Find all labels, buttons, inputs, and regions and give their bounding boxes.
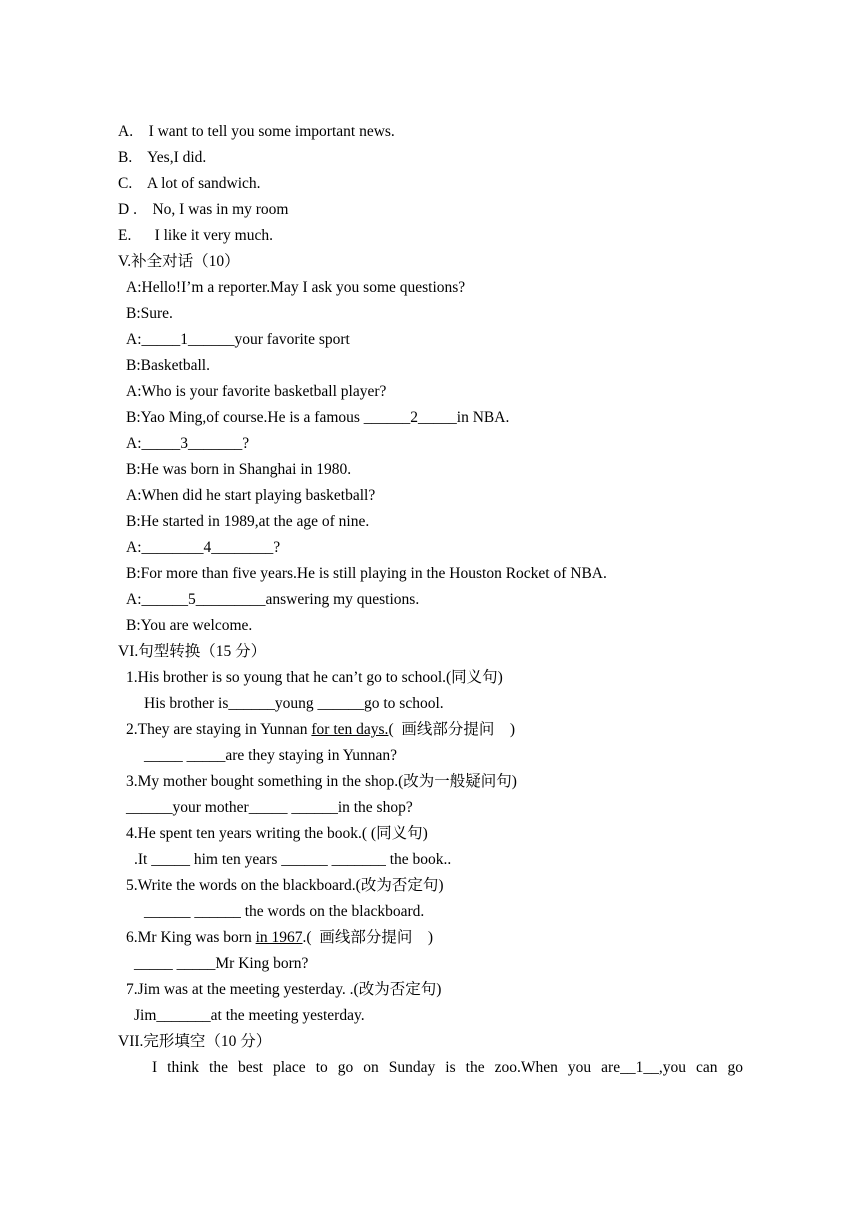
question-6 — [0, 925, 860, 951]
question-3: 3.My mother bought something in the shop.(改为一般疑问句) — [126, 773, 517, 790]
dialogue-line-10: B:He started in 1989,at the age of nine. — [126, 513, 370, 530]
question-4: 4.He spent ten years writing the book.( (同义句) — [126, 825, 428, 842]
question-6-underlined: in 1967 — [255, 929, 303, 946]
section-6-heading: VI.句型转换（15 分） — [118, 643, 267, 660]
question-2 — [0, 717, 860, 743]
question-7: 7.Jim was at the meeting yesterday. .(改为否定句) — [126, 981, 442, 998]
dialogue-line-4: B:Basketball. — [126, 357, 210, 374]
dialogue-line-13: A:______5_________answering my questions. — [126, 591, 420, 608]
answer-3: ______your mother_____ ______in the shop? — [126, 799, 413, 816]
option-c: C. A lot of sandwich. — [118, 175, 261, 192]
question-2-underlined: for ten days. — [311, 721, 389, 738]
dialogue-line-2: B:Sure. — [126, 305, 173, 322]
dialogue-line-9: A:When did he start playing basketball? — [126, 487, 376, 504]
dialogue-line-6: B:Yao Ming,of course.He is a famous ______2_____in NBA. — [126, 409, 510, 426]
dialogue-line-1: A:Hello!I’m a reporter.May I ask you some questions? — [126, 279, 466, 296]
question-2-instruction: ( 画线部分提问 ) — [388, 721, 516, 738]
dialogue-line-14: B:You are welcome. — [126, 617, 253, 634]
dialogue-line-12: B:For more than five years.He is still playing in the Houston Rocket of NBA. — [126, 565, 607, 582]
answer-1: His brother is______young ______go to school. — [144, 695, 444, 712]
option-a: A. I want to tell you some important news. — [118, 123, 395, 140]
cloze-passage: I think the best place to go on Sunday is the zoo.When you are__1__,you can go — [152, 1059, 743, 1076]
option-b: B. Yes,I did. — [118, 149, 207, 166]
dialogue-line-3: A:_____1______your favorite sport — [126, 331, 350, 348]
section-5-heading: V.补全对话（10） — [118, 253, 240, 270]
question-1: 1.His brother is so young that he can’t go to school.(同义句) — [126, 669, 503, 686]
answer-6: _____ _____Mr King born? — [134, 955, 309, 972]
dialogue-line-11: A:________4________? — [126, 539, 281, 556]
question-2-text: 2.They are staying in Yunnan — [126, 721, 312, 738]
answer-7: Jim_______at the meeting yesterday. — [134, 1007, 365, 1024]
option-d: D . No, I was in my room — [118, 201, 289, 218]
dialogue-line-7: A:_____3_______? — [126, 435, 250, 452]
answer-5: ______ ______ the words on the blackboard. — [144, 903, 425, 920]
option-e: E. I like it very much. — [118, 227, 273, 244]
question-6-instruction: .( 画线部分提问 ) — [302, 929, 433, 946]
dialogue-line-8: B:He was born in Shanghai in 1980. — [126, 461, 352, 478]
answer-2: _____ _____are they staying in Yunnan? — [144, 747, 397, 764]
question-5: 5.Write the words on the blackboard.(改为否定句) — [126, 877, 444, 894]
answer-4: .It _____ him ten years ______ _______ the book.. — [134, 851, 452, 868]
dialogue-line-5: A:Who is your favorite basketball player? — [126, 383, 387, 400]
document-page — [0, 119, 860, 1081]
section-7-heading: VII.完形填空（10 分） — [118, 1033, 272, 1050]
question-6-text: 6.Mr King was born — [126, 929, 256, 946]
